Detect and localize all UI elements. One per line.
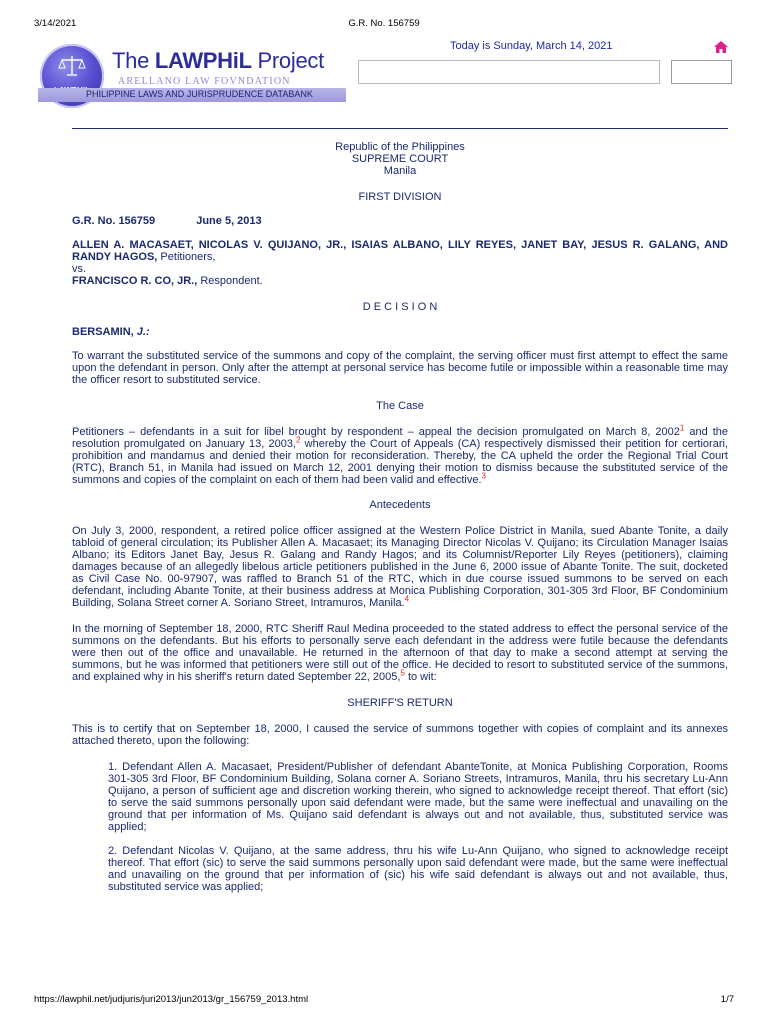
antecedents-paragraph: On July 3, 2000, respondent, a retired police officer assigned at the Western Police District in Manila, sued Abante Tonite, a daily tabloid of general circulation; its Publisher Allen A. Macasaet; its Managing Director Nicolas V. Quijano; its Circulation Manager Isaias Albano; its Editors Janet Bay, Jesus R. Galang and Randy Hagos; and its Columnist/Reporter Lily Reyes (petitioners), claiming damages because of an allegedly libelous article petitioners published in the June 6, 2000 issue of Abante Tonite. The suit, docketed as Civil Case No. 00-97907, was raffled to Branch 51 of the RTC, which in due course issued summons to be served on each defendant, including Abante Tonite, at their business address at Monica Publishing Corporation, 301-305 3rd Floor, BF Condominium Building, Solana Street corner A. Soriano Street, Intramuros, Manila.$^4$ bbox=[72, 525, 728, 609]
page-url: https://lawphil.net/judjuris/juri2013/jun2013/gr_156759_2013.html bbox=[34, 994, 309, 1005]
footnote-link[interactable]: 5 bbox=[400, 668, 405, 678]
footnote-link[interactable]: 4 bbox=[404, 594, 410, 604]
return-item-1: 1. Defendant Allen A. Macasaet, President/Publisher of defendant AbanteTonite, at Monica Publishing Corporation, Rooms 301-305 3rd Floor, BF Condominium Building, Solana corner A. Soriano Streets, Intramuros, Manila, thru his secretary Lu-Ann Quijano, a person of sufficient age and discretion working therein, who signed to acknowledge receipt thereof. That effort (sic) to serve the said summons personally upon said defendant were made, but the same were ineffectual and unavailing on the ground that per information of Ms. Quijano said defendant is always out and not available, thus, substituted service was applied; bbox=[108, 761, 728, 833]
heading-sheriffs-return: SHERIFF'S RETURN bbox=[347, 697, 453, 709]
ponente: BERSAMIN, bbox=[72, 326, 134, 338]
scales-of-justice-icon bbox=[58, 54, 86, 78]
brand-name: The LAWPHiL Project bbox=[112, 48, 324, 73]
brand-subtitle: ARELLANO LAW FOVNDATION bbox=[118, 76, 291, 87]
gr-number: G.R. No. 156759 bbox=[72, 215, 156, 227]
print-title: G.R. No. 156759 bbox=[348, 18, 420, 29]
footnote-link[interactable]: 1 bbox=[679, 423, 685, 433]
decision-body bbox=[72, 141, 728, 893]
republic-line: Republic of the Philippines bbox=[335, 141, 465, 153]
intro-paragraph: To warrant the substituted service of the summons and copy of the complaint, the serving officer must first attempt to effect the same upon the defendant in person. Only after the attempt at personal service has become futile or impossible within a reasonable time may the officer resort to substituted service. bbox=[72, 350, 728, 386]
case-date: June 5, 2013 bbox=[196, 215, 262, 227]
ponente-line: BERSAMIN, J.: bbox=[72, 326, 150, 338]
home-icon[interactable] bbox=[713, 40, 729, 54]
today-date: Today is Sunday, March 14, 2021 bbox=[450, 40, 613, 52]
heading-antecedents: Antecedents bbox=[369, 499, 431, 511]
page-count: 1/7 bbox=[720, 994, 734, 1005]
print-date: 3/14/2021 bbox=[34, 18, 77, 29]
tagline: PHILIPPINE LAWS AND JURISPRUDENCE DATABANK bbox=[86, 89, 313, 99]
court-name: SUPREME COURT bbox=[351, 153, 449, 165]
search-button[interactable] bbox=[671, 60, 732, 84]
return-item-2: 2. Defendant Nicolas V. Quijano, at the same address, thru his wife Lu-Ann Quijano, who signed to acknowledge receipt thereof. That effort (sic) to serve the said summons personally upon said defendant were made, but the same were ineffectual and unavailing on the ground that per information of (sic) his wife said defendant is always out and not available, thus, substituted service was applied; bbox=[108, 845, 728, 893]
decision-heading: D E C I S I O N bbox=[362, 301, 438, 313]
sheriff-paragraph: In the morning of September 18, 2000, RTC Sheriff Raul Medina proceeded to the stated address to effect the personal service of the summons on the defendants. But his efforts to personally serve each defendant in the address were futile because the defendants were then out of the office and unavailable. He returned in the afternoon of that day to make a second attempt at serving the summons, but he was informed that petitioners were still out of the office. He decided to resort to substituted service of the summons, and explained why in his sheriff's return dated September 22, 2005,$^5$ to wit: bbox=[72, 623, 728, 683]
heading-the-case: The Case bbox=[376, 400, 424, 412]
respondent: FRANCISCO R. CO, JR., bbox=[72, 275, 198, 287]
case-number-line bbox=[72, 215, 728, 227]
search-input[interactable] bbox=[358, 60, 660, 84]
court-location: Manila bbox=[383, 165, 417, 177]
print-header bbox=[0, 0, 768, 29]
versus: vs. bbox=[72, 263, 87, 275]
footnote-link[interactable]: 3 bbox=[481, 471, 486, 481]
case-parties: ALLEN A. MACASAET, NICOLAS V. QUIJANO, JR., ISAIAS ALBANO, LILY REYES, JANET BAY, JESUS R. GALANG, AND RANDY HAGOS, Petitioners, vs. FRANCISCO R. CO, JR., Respondent. bbox=[72, 239, 728, 287]
tagline-bar bbox=[38, 88, 346, 102]
petitioners: ALLEN A. MACASAET, NICOLAS V. QUIJANO, JR., ISAIAS ALBANO, LILY REYES, JANET BAY, JESUS R. GALANG, AND RANDY HAGOS, bbox=[72, 239, 728, 263]
division-name: FIRST DIVISION bbox=[358, 191, 442, 203]
case-paragraph: Petitioners – defendants in a suit for libel brought by respondent – appeal the decision promulgated on March 8, 2002$^1$ and the resolution promulgated on January 13, 2003,$^2$ whereby the Court of Appeals (CA) respectively dismissed their petition for certiorari, prohibition and mandamus and denied their motion for reconsideration. Thereby, the CA upheld the order the Regional Trial Court (RTC), Branch 51, in Manila had issued on March 12, 2001 denying their motion to dismiss because the substituted service of the summons and copies of the complaint on each of them had been valid and effective.$^3$ bbox=[72, 423, 729, 486]
footnote-link[interactable]: 2 bbox=[296, 435, 301, 445]
certify-paragraph: This is to certify that on September 18, 2000, I caused the service of summons together with copies of complaint and its annexes attached thereto, upon the following: bbox=[72, 723, 728, 747]
header-divider bbox=[72, 128, 728, 129]
court-header bbox=[72, 141, 728, 203]
